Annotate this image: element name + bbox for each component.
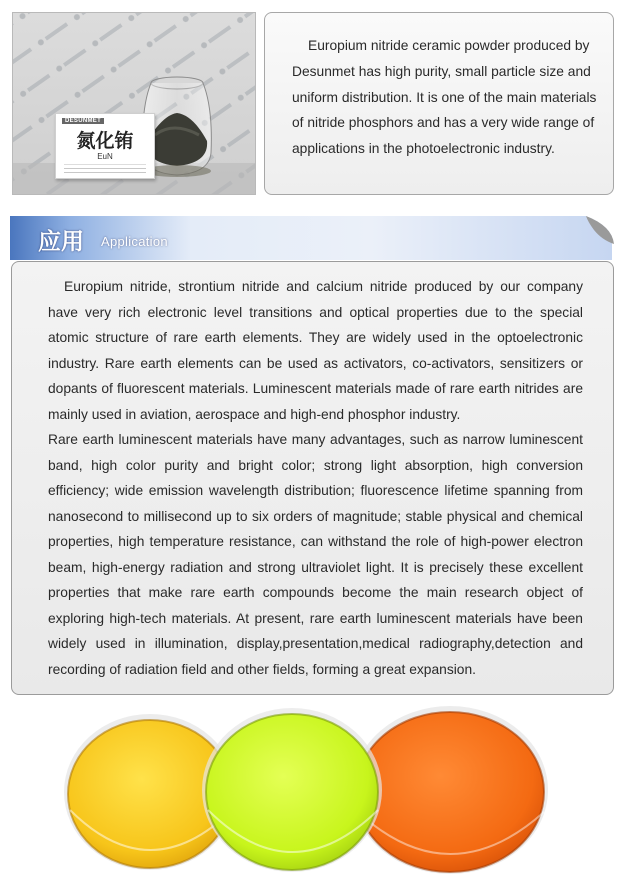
label-brand: DESUNMET — [62, 118, 104, 124]
intro-box — [264, 12, 614, 195]
product-photo — [12, 12, 256, 195]
application-body — [11, 261, 614, 695]
section-title-en: Application — [101, 234, 168, 249]
product-label-card — [55, 113, 155, 179]
green-phosphor-dish — [202, 708, 382, 872]
page-curl-icon — [586, 216, 614, 244]
application-paragraph-1: Europium nitride, strontium nitride and calcium nitride produced by our company have very rich electronic level transitions and optical properties due to the special atomic structure of rare earth elements. They are widely used in the optoelectronic industry. Rare earth elements can be used as activators, co-activators, sensitizers or dopants of fluorescent materials. Luminescent materials made of rare earth nitrides are mainly used in aviation, aerospace and high-end phosphor industry. — [48, 279, 583, 422]
application-paragraph-2: Rare earth luminescent materials have many advantages, such as narrow luminescent band, high color purity and bright color; strong light absorption, high conversion efficiency; wide emission wavelength distribution; fluorescence lifetime spanning from nanosecond to millisecond up to six orders of magnitude; stable physical and chemical properties, high temperature resistance, can withstand the role of high-power electron beam, high-energy radiation and strong ultraviolet light. It is precisely these excellent properties that make rare earth compounds become the main research object of exploring high-tech materials. At present, rare earth luminescent materials have been widely used in illumination, display,presentation,medical radiography,detection and recording of radiation field and other fields, forming a great expansion. — [48, 432, 583, 677]
phosphor-dishes-photo — [0, 700, 626, 886]
label-formula: EuN — [97, 152, 113, 161]
section-title-cn: 应用 — [38, 229, 84, 255]
phosphor-dishes — [0, 700, 626, 886]
label-fine-print — [64, 164, 146, 175]
intro-text: Europium nitride ceramic powder produced by Desunmet has high purity, small particle size and uniform distribution. It is one of the main materials of nitride phosphors and has a very wide range of applications in the photoelectronic industry. — [292, 38, 597, 157]
application-header — [10, 216, 614, 260]
label-chinese-name: 氮化铕 — [76, 130, 134, 152]
